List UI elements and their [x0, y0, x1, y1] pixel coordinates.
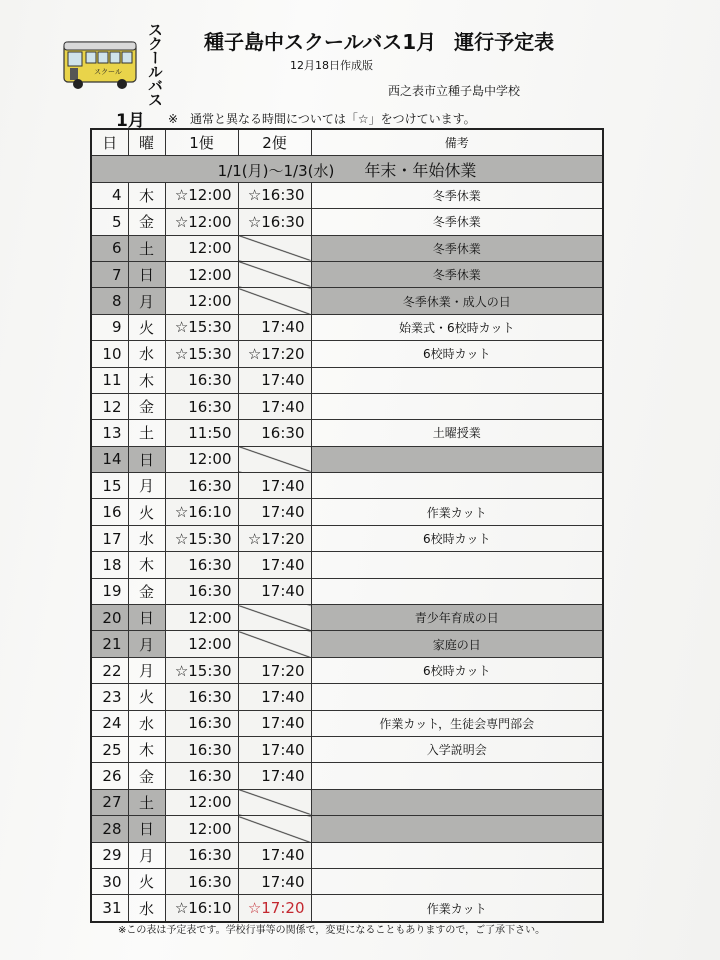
day-cell: 19 [91, 578, 128, 604]
weekday-cell: 火 [128, 499, 165, 525]
weekday-cell: 木 [128, 367, 165, 393]
bus2-cell: ☆17:20 [238, 895, 311, 922]
weekday-cell: 火 [128, 868, 165, 894]
weekday-cell: 日 [128, 605, 165, 631]
weekday-cell: 水 [128, 895, 165, 922]
table-row [91, 182, 603, 208]
bus1-cell: 16:30 [165, 473, 238, 499]
bus2-cell: ☆17:20 [238, 341, 311, 367]
page-title [204, 26, 604, 55]
weekday-cell: 月 [128, 288, 165, 314]
weekday-cell: 土 [128, 420, 165, 446]
weekday-cell: 金 [128, 209, 165, 235]
remark-cell [311, 842, 603, 868]
table-row [91, 314, 603, 340]
school-bus-illustration [62, 38, 138, 92]
weekday-cell: 金 [128, 393, 165, 419]
remark-cell: 作業カット [311, 499, 603, 525]
table-header-row [91, 129, 603, 156]
day-cell: 6 [91, 235, 128, 261]
bus2-cell: 17:40 [238, 314, 311, 340]
table-row [91, 710, 603, 736]
remark-cell: 冬季休業 [311, 209, 603, 235]
remark-cell: 冬季休業・成人の日 [311, 288, 603, 314]
bus1-cell: ☆15:30 [165, 525, 238, 551]
bus2-cell: 17:40 [238, 552, 311, 578]
bus1-cell: 16:30 [165, 710, 238, 736]
day-cell: 22 [91, 657, 128, 683]
day-cell: 21 [91, 631, 128, 657]
banner-label: 年末・年始休業 [364, 160, 477, 180]
bus1-cell: 16:30 [165, 868, 238, 894]
bus2-cell: 17:40 [238, 736, 311, 762]
bus1-cell: 12:00 [165, 605, 238, 631]
table-row [91, 552, 603, 578]
bus1-cell: ☆15:30 [165, 341, 238, 367]
day-cell: 14 [91, 446, 128, 472]
table-row [91, 420, 603, 446]
bus1-cell: 11:50 [165, 420, 238, 446]
bus1-cell: ☆16:10 [165, 895, 238, 922]
weekday-cell: 金 [128, 578, 165, 604]
bus1-cell: 16:30 [165, 763, 238, 789]
bus2-cell [238, 288, 311, 314]
col-header-weekday: 曜 [128, 129, 165, 156]
bus2-cell: 17:40 [238, 868, 311, 894]
table-row [91, 446, 603, 472]
table-row [91, 763, 603, 789]
weekday-cell: 月 [128, 473, 165, 499]
col-header-bus2: 2便 [238, 129, 311, 156]
bus2-cell [238, 789, 311, 815]
remark-cell: 始業式・6校時カット [311, 314, 603, 340]
bus2-cell [238, 631, 311, 657]
remark-cell: 家庭の日 [311, 631, 603, 657]
weekday-cell: 木 [128, 552, 165, 578]
banner-dates: 1/1(月)〜1/3(水) [217, 161, 335, 180]
school-name: 西之表市立種子島中学校 [388, 84, 521, 98]
col-header-bus1: 1便 [165, 129, 238, 156]
table-row [91, 631, 603, 657]
table-row [91, 684, 603, 710]
bus-schedule-table [90, 128, 604, 923]
remark-cell: 冬季休業 [311, 182, 603, 208]
bus1-cell: 12:00 [165, 816, 238, 842]
weekday-cell: 日 [128, 446, 165, 472]
vertical-title: スクールバス [146, 22, 164, 106]
bus1-cell: ☆16:10 [165, 499, 238, 525]
weekday-cell: 木 [128, 182, 165, 208]
col-header-day: 日 [91, 129, 128, 156]
table-row [91, 261, 603, 287]
day-cell: 29 [91, 842, 128, 868]
day-cell: 13 [91, 420, 128, 446]
table-row [91, 789, 603, 815]
table-row [91, 605, 603, 631]
remark-cell: 6校時カット [311, 525, 603, 551]
remark-cell [311, 868, 603, 894]
remark-cell [311, 684, 603, 710]
remark-cell [311, 789, 603, 815]
remark-cell: 冬季休業 [311, 235, 603, 261]
day-cell: 31 [91, 895, 128, 922]
day-cell: 28 [91, 816, 128, 842]
day-cell: 25 [91, 736, 128, 762]
weekday-cell: 水 [128, 341, 165, 367]
weekday-cell: 土 [128, 789, 165, 815]
day-cell: 30 [91, 868, 128, 894]
bus2-cell: 17:40 [238, 578, 311, 604]
bus1-cell: ☆15:30 [165, 657, 238, 683]
holiday-banner [91, 156, 603, 182]
bus2-cell [238, 235, 311, 261]
weekday-cell: 月 [128, 842, 165, 868]
table-row [91, 578, 603, 604]
bus-sign-text: スクール [94, 68, 122, 76]
table-row [91, 868, 603, 894]
bus2-cell: ☆17:20 [238, 525, 311, 551]
bus2-cell [238, 261, 311, 287]
table-row [91, 235, 603, 261]
bus1-cell: 16:30 [165, 842, 238, 868]
bus2-cell: 17:40 [238, 393, 311, 419]
remark-cell: 作業カット [311, 895, 603, 922]
bus1-cell: 16:30 [165, 393, 238, 419]
remark-cell [311, 578, 603, 604]
weekday-cell: 月 [128, 657, 165, 683]
weekday-cell: 月 [128, 631, 165, 657]
weekday-cell: 水 [128, 525, 165, 551]
bus1-cell: 12:00 [165, 631, 238, 657]
remark-cell [311, 393, 603, 419]
bus1-cell: 12:00 [165, 446, 238, 472]
day-cell: 26 [91, 763, 128, 789]
remark-cell [311, 473, 603, 499]
day-cell: 17 [91, 525, 128, 551]
bus2-cell [238, 816, 311, 842]
bus2-cell: 17:40 [238, 473, 311, 499]
day-cell: 16 [91, 499, 128, 525]
holiday-banner-row [91, 156, 603, 182]
weekday-cell: 日 [128, 816, 165, 842]
table-row [91, 525, 603, 551]
bus1-cell: 12:00 [165, 789, 238, 815]
table-row [91, 288, 603, 314]
weekday-cell: 日 [128, 261, 165, 287]
table-row [91, 393, 603, 419]
day-cell: 5 [91, 209, 128, 235]
table-row [91, 499, 603, 525]
title-main: 種子島中スクールバス1月 [204, 30, 437, 54]
remark-cell: 土曜授業 [311, 420, 603, 446]
table-row [91, 816, 603, 842]
day-cell: 9 [91, 314, 128, 340]
remark-cell: 青少年育成の日 [311, 605, 603, 631]
bus1-cell: 16:30 [165, 552, 238, 578]
weekday-cell: 火 [128, 684, 165, 710]
weekday-cell: 金 [128, 763, 165, 789]
bus2-cell: 17:40 [238, 842, 311, 868]
remark-cell [311, 367, 603, 393]
remark-cell: 6校時カット [311, 341, 603, 367]
day-cell: 10 [91, 341, 128, 367]
footer-note: ※この表は予定表です。学校行事等の関係で，変更になることもありますので，ご了承下さい。 [118, 925, 546, 936]
edition-date: 12月18日作成版 [290, 59, 373, 72]
weekday-cell: 水 [128, 710, 165, 736]
bus2-cell: 17:40 [238, 763, 311, 789]
bus1-cell: 16:30 [165, 367, 238, 393]
day-cell: 4 [91, 182, 128, 208]
bus2-cell [238, 605, 311, 631]
bus1-cell: 12:00 [165, 288, 238, 314]
table-row [91, 736, 603, 762]
day-cell: 7 [91, 261, 128, 287]
day-cell: 20 [91, 605, 128, 631]
bus1-cell: ☆15:30 [165, 314, 238, 340]
remark-cell [311, 763, 603, 789]
bus2-cell: 17:20 [238, 657, 311, 683]
bus1-cell: 16:30 [165, 578, 238, 604]
remark-cell: 入学説明会 [311, 736, 603, 762]
weekday-cell: 土 [128, 235, 165, 261]
bus1-cell: 12:00 [165, 261, 238, 287]
bus2-cell: 17:40 [238, 710, 311, 736]
bus2-cell [238, 446, 311, 472]
month-label: 1月 [116, 111, 145, 131]
remark-cell [311, 552, 603, 578]
bus1-cell: 16:30 [165, 684, 238, 710]
bus1-cell: ☆12:00 [165, 209, 238, 235]
bus2-cell: 17:40 [238, 684, 311, 710]
bus2-cell: 17:40 [238, 367, 311, 393]
day-cell: 24 [91, 710, 128, 736]
bus1-cell: 12:00 [165, 235, 238, 261]
table-row [91, 895, 603, 922]
remark-cell: 冬季休業 [311, 261, 603, 287]
day-cell: 15 [91, 473, 128, 499]
day-cell: 23 [91, 684, 128, 710]
day-cell: 8 [91, 288, 128, 314]
day-cell: 12 [91, 393, 128, 419]
remark-cell: 6校時カット [311, 657, 603, 683]
day-cell: 18 [91, 552, 128, 578]
schedule-note: ※ 通常と異なる時間については「☆」をつけています。 [168, 112, 476, 126]
bus2-cell: ☆16:30 [238, 209, 311, 235]
bus1-cell: ☆12:00 [165, 182, 238, 208]
remark-cell [311, 816, 603, 842]
table-row [91, 341, 603, 367]
remark-cell: 作業カット，生徒会専門部会 [311, 710, 603, 736]
table-row [91, 473, 603, 499]
remark-cell [311, 446, 603, 472]
bus2-cell: 17:40 [238, 499, 311, 525]
weekday-cell: 火 [128, 314, 165, 340]
table-row [91, 842, 603, 868]
table-row [91, 657, 603, 683]
bus2-cell: ☆16:30 [238, 182, 311, 208]
bus1-cell: 16:30 [165, 736, 238, 762]
col-header-remark: 備考 [311, 129, 603, 156]
day-cell: 11 [91, 367, 128, 393]
title-sub: 運行予定表 [454, 30, 555, 54]
table-row [91, 367, 603, 393]
day-cell: 27 [91, 789, 128, 815]
table-row [91, 209, 603, 235]
weekday-cell: 木 [128, 736, 165, 762]
bus2-cell: 16:30 [238, 420, 311, 446]
